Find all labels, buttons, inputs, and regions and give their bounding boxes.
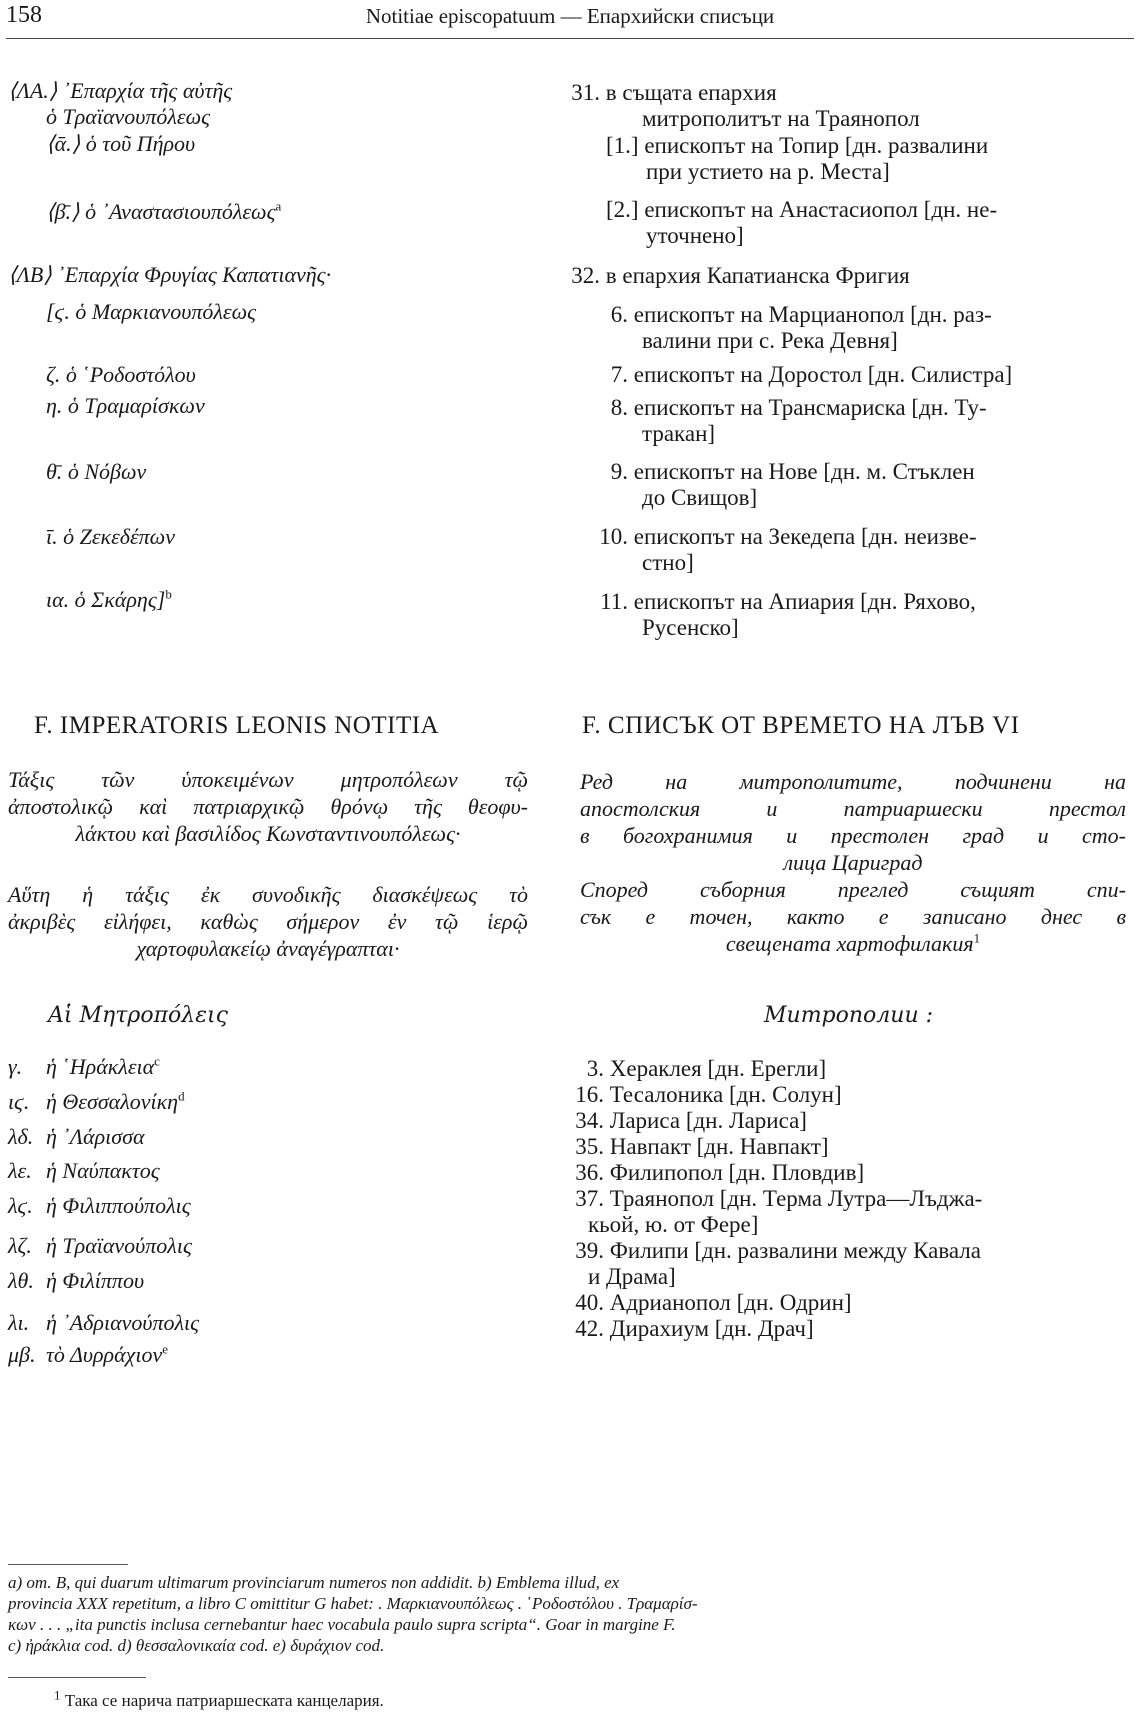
greek-line [46, 587, 172, 613]
list-item: λζ. ἡ Τραϊανούπολις [8, 1233, 192, 1258]
greek-label: η. [46, 393, 63, 418]
list-item: 37. Траянопол [дн. Терма Лутра—Лъджа- [575, 1186, 983, 1211]
bulgarian-subhead: Митрополии : [764, 1003, 934, 1028]
bg-line: 10. епископът на Зекедепа [дн. неизве- [599, 524, 977, 549]
greek-label: ῑ. [46, 524, 58, 549]
greek-label: ζ. [46, 362, 61, 387]
list-item: 42. Дирахиум [дн. Драч] [575, 1316, 814, 1341]
running-head [6, 2, 1134, 34]
footnote-line: provincia XXX repetitum, a libro C omittitur G habet: . Μαρκιανουπόλεως . ῾Ροδοστόλου . Τραμαρίσ- [8, 1594, 698, 1613]
intro-line: сък е точен, както е записано днес в [580, 904, 1126, 929]
list-item: 3. Хераклея [дн. Ерегли] [586, 1056, 827, 1081]
list-item: μβ. τὸ Δυρράχιον$^e$ [8, 1341, 168, 1367]
greek-label: ⟨β̄.⟩ [46, 199, 80, 224]
greek-line [46, 459, 146, 485]
greek-line [46, 104, 210, 130]
list-item: ιϛ. ἡ Θεσσαλονίκη$^d$ [8, 1088, 185, 1114]
intro-line: ἀκριβὲς εἰλήφει, καθὼς σήμερον ἐν τῷ ἱερῷ [8, 909, 528, 934]
bg-line: [2.] епископът на Анастасиопол [дн. не- [606, 197, 998, 222]
greek-text: ὁ Ζεκεδέπων [63, 524, 175, 549]
section-title-latin: F. IMPERATORIS LEONIS NOTITIA [34, 712, 440, 739]
section-title-bulgarian: F. СПИСЪК ОТ ВРЕМЕТО НА ЛЪВ VI [582, 712, 1020, 739]
list-item: 40. Адрианопол [дн. Одрин] [575, 1290, 852, 1315]
greek-text: ὁ ῾Ροδοστόλου [65, 362, 196, 387]
greek-text: ὁ Τραμαρίσκων [67, 393, 205, 418]
bg-line: 32. в епархия Капатианска Фригия [571, 263, 910, 288]
bg-line: Русенско] [642, 615, 739, 640]
footnote-marker: a [275, 198, 282, 214]
intro-line: ἀποστολικῷ καὶ πατριαρχικῷ θρόνῳ τῆς θεοφυ- [8, 794, 528, 819]
list-item: 36. Филипопол [дн. Пловдив] [575, 1160, 865, 1185]
footnote-line: c) ἠράκλια cod. d) θεσσαλονικαία cod. e) δυράχιον cod. [8, 1636, 385, 1655]
bg-line: стно] [642, 550, 694, 575]
greek-label: θ̄. [46, 459, 63, 484]
intro-line: Τάξις τῶν ὑποκειμένων μητροπόλεων τῷ [8, 767, 528, 792]
bg-line: 7. епископът на Доростол [дн. Силистра] [610, 362, 1013, 387]
intro-line: λάκτου καὶ βασιλίδος Κωνσταντινουπόλεως· [75, 821, 461, 846]
greek-line [46, 524, 175, 550]
intro-line: в богохранимия и престолен град и сто- [580, 823, 1126, 848]
page-number: 158 [6, 2, 42, 28]
bg-line: валини при с. Река Девня] [642, 328, 898, 353]
list-item: 35. Навпакт [дн. Навпакт] [575, 1134, 829, 1159]
intro-line: Според съборния преглед същият спи- [580, 877, 1126, 902]
greek-label: ⟨ΛΒ⟩ [8, 262, 52, 287]
list-item: γ. ἡ ῾Ηράκλεια$^c$ [8, 1053, 160, 1079]
greek-text: ᾿Επαρχία τῆς αὐτῆς [62, 78, 233, 103]
bg-line: уточнено] [646, 223, 744, 248]
bg-line: [1.] епископът на Топир [дн. развалини [606, 133, 989, 158]
greek-line [46, 362, 196, 388]
list-item-continuation: кьой, ю. от Фере] [588, 1212, 759, 1237]
bg-line: 6. епископът на Марцианопол [дн. раз- [610, 302, 992, 327]
greek-line [46, 131, 195, 157]
bg-line: 8. епископът на Трансмариска [дн. Ту- [610, 395, 987, 420]
bg-line: 31. в същата епархия [571, 80, 777, 105]
list-item: λδ. ἡ ᾿Λάρισσα [8, 1124, 145, 1149]
greek-line [8, 262, 331, 288]
bg-line: 11. епископът на Апиария [дн. Ряхово, [600, 589, 976, 614]
footnote-rule [8, 1677, 146, 1678]
intro-line: Ред на митрополитите, подчинени на [580, 769, 1126, 794]
intro-line: χαρτοφυλακείῳ ἀναγέγραπται· [136, 936, 400, 961]
greek-label: ια. [46, 587, 70, 612]
greek-text: ὁ Σκάρης] [74, 587, 166, 612]
bg-line: при устието на р. Места] [646, 159, 890, 184]
intro-line: свещената хартофилакия$^1$ [725, 930, 981, 956]
intro-line: Αὕτη ἡ τάξις ἐκ συνοδικῆς διασκέψεως τὸ [8, 882, 528, 907]
list-item: 16. Тесалоника [дн. Солун] [575, 1082, 842, 1107]
footnote-rule [8, 1564, 128, 1565]
greek-label: ⟨ᾱ.⟩ [46, 131, 81, 156]
greek-label: [ϛ. [46, 299, 70, 324]
greek-text: ᾿Επαρχία Φρυγίας Καπατιανῆς· [57, 262, 332, 287]
bg-line: до Свищов] [642, 485, 758, 510]
footnote-marker: 1 [973, 930, 981, 946]
footnote-marker: 1 [54, 1687, 61, 1703]
footnote-line: a) om. B, qui duarum ultimarum provinciarum numeros non addidit. b) Emblema illud, ex [8, 1573, 620, 1592]
greek-text: ὁ τοῦ Πήρου [85, 131, 196, 156]
list-item: λϛ. ἡ Φιλιππούπολις [8, 1193, 191, 1218]
list-item: λι. ἡ ᾿Αδριανούπολις [8, 1310, 200, 1335]
intro-line: лица Цариград [783, 850, 923, 875]
list-item: 34. Лариса [дн. Лариса] [575, 1108, 807, 1133]
greek-line [8, 78, 232, 104]
footnote-line: κων . . . „ita punctis inclusa cernebantur haec vocabula paulo supra scripta“. Goar in margine F. [8, 1615, 676, 1634]
greek-text: ὁ Μαρκιανουπόλεως [75, 299, 257, 324]
greek-text: ὁ ᾿Αναστασιουπόλεως [85, 199, 276, 224]
intro-line: апостолския и патриаршески престол [580, 796, 1126, 821]
greek-text: ὁ Τραϊανουπόλεως [46, 104, 211, 129]
bg-line: митрополитът на Траянопол [642, 106, 920, 131]
list-item: λθ. ἡ Φιλίππου [8, 1268, 145, 1293]
greek-line [46, 393, 205, 419]
header-rule [6, 38, 1134, 39]
footnote-marker: b [165, 586, 172, 602]
bg-line: тракан] [642, 421, 716, 446]
list-item-continuation: и Драма] [588, 1264, 676, 1289]
list-item: 39. Филипи [дн. развалини между Кавала [575, 1238, 981, 1263]
list-item: λε. ἡ Ναύπακτος [8, 1158, 160, 1183]
greek-text: ὁ Νόβων [67, 459, 147, 484]
greek-label: ⟨ΛΑ.⟩ [8, 78, 58, 103]
greek-line [46, 199, 281, 225]
running-title: Notitiae episcopatuum — Епархийски списъци [365, 4, 775, 28]
bg-line: 9. епископът на Нове [дн. м. Стъклен [610, 459, 975, 484]
bulgarian-footnote: $^1$ Така се нарича патриаршеската канцелария. [54, 1687, 384, 1710]
greek-subhead: Αἱ Μητροπόλεις [48, 1003, 228, 1028]
greek-line [46, 299, 256, 325]
